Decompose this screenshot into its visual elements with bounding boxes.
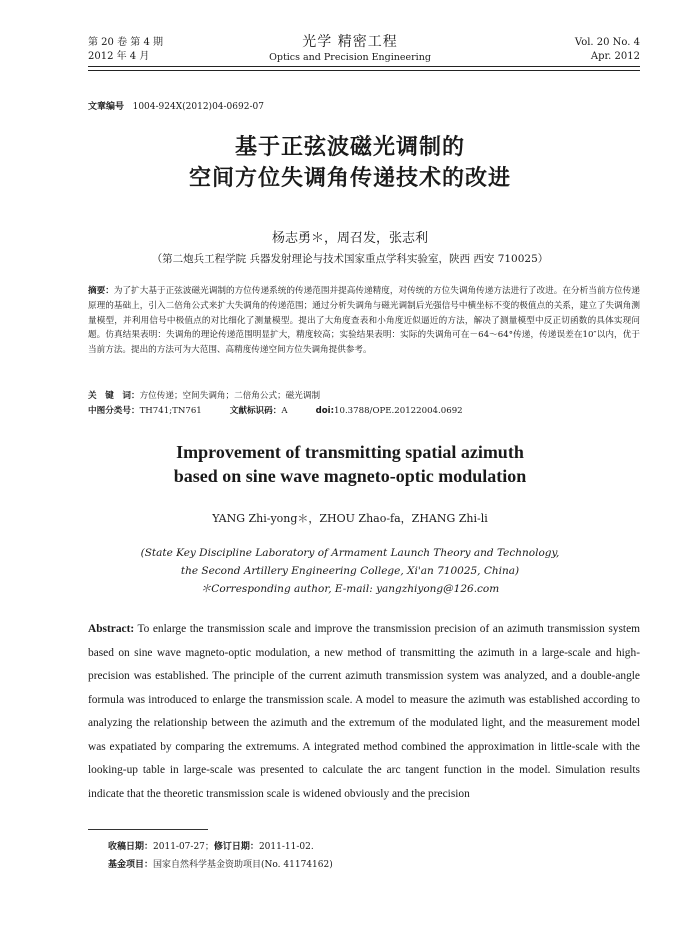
abstract-cn-label: 摘要：	[88, 286, 114, 296]
affiliation-en	[0, 544, 700, 598]
title-en	[0, 440, 700, 488]
volume-issue-en: Vol. 20 No. 4	[574, 37, 640, 48]
date-cn: 2012 年 4 月	[88, 51, 150, 62]
journal-title-en: Optics and Precision Engineering	[269, 52, 431, 63]
article-number-value: 1004-924X(2012)04-0692-07	[132, 102, 264, 112]
article-number	[88, 99, 264, 112]
title-cn-line1: 基于正弦波磁光调制的	[234, 135, 465, 160]
authors-en: YANG Zhi-yong＊，ZHOU Zhao-fa，ZHANG Zhi-li	[212, 512, 488, 525]
revised-value: 2011-11-02.	[258, 842, 314, 852]
keywords-cn-text: 方位传递；空间失调角；二倍角公式；磁光调制	[139, 391, 321, 401]
title-en-line2: based on sine wave magneto-optic modulation	[173, 466, 527, 486]
affiliation-en-line2: the Second Artillery Engineering College, Xi'an 710025, China)	[180, 565, 520, 577]
corresponding-author: ＊Corresponding author, E-mail: yangzhiyong@126.com	[200, 583, 500, 595]
header-right	[575, 36, 640, 64]
title-en-line1: Improvement of transmitting spatial azimuth	[176, 442, 524, 462]
footnote-dates	[108, 839, 314, 852]
received-value: 2011-07-27；	[153, 842, 214, 852]
fund-value: 国家自然科学基金资助项目(No. 41174162)	[153, 860, 333, 870]
fund-label: 基金项目：	[108, 860, 154, 870]
journal-title-cn: 光学 精密工程	[302, 34, 398, 50]
affiliation-cn: （第二炮兵工程学院 兵器发射理论与技术国家重点学科实验室，陕西 西安 710025）	[151, 253, 549, 265]
affiliation-en-line1: (State Key Discipline Laboratory of Armament Launch Theory and Technology,	[140, 547, 560, 559]
title-cn	[0, 132, 700, 194]
doc-code-value: A	[281, 406, 288, 416]
doc-code-label: 文献标识码：	[229, 406, 282, 416]
abstract-en	[88, 618, 640, 806]
clc-label: 中图分类号：	[88, 406, 140, 416]
abstract-cn-text: 为了扩大基于正弦波磁光调制的方位传递系统的传递范围并提高传递精度，对传统的方位失调角传递方法进行了改进。在分析当前方位传递原理的基础上，引入二倍角公式来扩大失调角的传递范围；通过分析失调角与磁光调制后光强信号中横坐标不变的极值点的关系，建立了失调角测量模型，并利用信号中极值点的对比细化了测量模型。提出了大角度查表和小角度近似逼近的方法，解决了测量模型中反正切函数的具体实现问题。仿真结果表明：失调角的理论传递范围明显扩大，精度较高；实验结果表明：实际的失调角可在－64～64°传递，传递误差在10″以内，优于当前方法。提出的方法可为大范围、高精度传递空间方位失调角提供参考。	[88, 286, 640, 356]
authors-cn: 杨志勇＊，周召发，张志利	[271, 231, 428, 246]
header-rule-thick	[88, 66, 640, 67]
clc-value: TH741;TN761	[139, 406, 202, 416]
footnote-funding	[108, 857, 333, 870]
received-label: 收稿日期：	[108, 842, 154, 852]
keywords-cn-label: 关 键 词：	[88, 391, 140, 401]
date-en: Apr. 2012	[590, 51, 640, 62]
abstract-en-text: To enlarge the transmission scale and improve the transmission precision of an azimuth transmission system based on sine wave magneto-optic modulation, a new method of transmitting the azimuth in a large-scale and high-precision was established. The principle of the current azimuth transmission system was analyzed, and a double-angle formula was introduced to enlarge the transmission scale. A model to measure the azimuth was established according to analyzing the relationship between the azimuth and the extremum of the modulated light, and the measurement model was expatiated by comparing the extremums. A integrated method combined the approximation in little-scale with the looking-up table in large-scale was presented to calculate the arc tangent function in the model. Simulation results indicate that the theoretic transmission scale is widened obviously and the precision	[88, 623, 640, 800]
footnote-rule	[88, 829, 208, 830]
doi-label: doi:	[315, 406, 335, 416]
title-cn-line2: 空间方位失调角传递技术的改进	[188, 166, 511, 191]
abstract-cn	[88, 284, 640, 358]
doi-value: 10.3788/OPE.20122004.0692	[334, 406, 463, 416]
header-rule-thin	[88, 70, 640, 71]
volume-issue-cn: 第 20 卷 第 4 期	[88, 37, 163, 48]
classification-line	[88, 404, 640, 418]
article-number-label: 文章编号	[88, 102, 125, 112]
revised-label: 修订日期：	[213, 842, 259, 852]
abstract-en-label: Abstract:	[88, 623, 135, 635]
keywords-cn	[88, 389, 640, 403]
